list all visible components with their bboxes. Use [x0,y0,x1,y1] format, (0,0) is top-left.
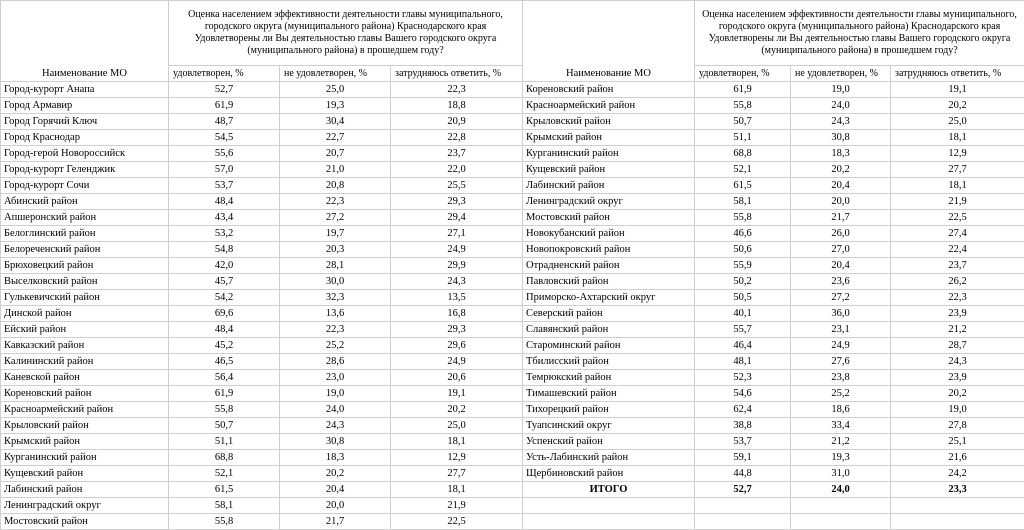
mo-name-cell: Ленинградский округ [523,194,695,210]
satisfied-cell: 48,7 [169,114,280,130]
satisfied-cell: 52,7 [169,82,280,98]
table-row [1,386,523,402]
mo-name-cell: Город-курорт Геленджик [1,162,169,178]
mo-name-cell: ИТОГО [523,482,695,498]
not-satisfied-cell: 25,2 [791,386,891,402]
mo-name-cell: Северский район [523,306,695,322]
mo-name-cell: Щербиновский район [523,466,695,482]
satisfied-cell: 48,4 [169,322,280,338]
satisfied-cell: 68,8 [695,146,791,162]
mo-name-cell: Тбилисский район [523,354,695,370]
undecided-cell: 23,7 [891,258,1024,274]
column-header-not-satisfied: не удовлетворен, % [280,66,391,82]
not-satisfied-cell: 31,0 [791,466,891,482]
undecided-cell: 23,9 [891,306,1024,322]
not-satisfied-cell: 23,6 [791,274,891,290]
satisfied-cell: 56,4 [169,370,280,386]
mo-name-cell: Гулькевичский район [1,290,169,306]
satisfied-cell: 53,7 [695,434,791,450]
table-row [1,98,523,114]
undecided-cell: 29,3 [391,322,523,338]
satisfied-cell: 55,8 [169,402,280,418]
column-header-undecided: затрудняюсь ответить, % [891,66,1024,82]
not-satisfied-cell: 25,0 [280,82,391,98]
table-row [1,258,523,274]
not-satisfied-cell: 23,0 [280,370,391,386]
table-row [1,322,523,338]
table-row [523,338,1024,354]
mo-name-cell: Славянский район [523,322,695,338]
mo-name-cell: Абинский район [1,194,169,210]
satisfied-cell: 61,9 [695,82,791,98]
table-row [523,242,1024,258]
mo-name-cell: Кореновский район [523,82,695,98]
not-satisfied-cell: 30,8 [280,434,391,450]
table-row [1,242,523,258]
empty-cell [523,514,695,530]
table-row [1,130,523,146]
satisfied-cell: 48,4 [169,194,280,210]
mo-name-cell: Город-курорт Анапа [1,82,169,98]
not-satisfied-cell: 24,0 [791,98,891,114]
satisfied-cell: 54,2 [169,290,280,306]
empty-cell [891,514,1024,530]
undecided-cell: 27,7 [391,466,523,482]
satisfied-cell: 61,5 [695,178,791,194]
table-row [1,434,523,450]
not-satisfied-cell: 30,0 [280,274,391,290]
question-header: Оценка населением эффективности деятельности главы муниципального, городского округа (муниципального района) Краснодарского края Удовлетворены ли Вы деятельностью главы Вашего городского округа (муниципального района) в прошедшем году? [695,1,1024,66]
mo-name-cell: Новопокровский район [523,242,695,258]
mo-name-cell: Курганинский район [1,450,169,466]
mo-name-cell: Мостовский район [523,210,695,226]
satisfied-cell: 55,8 [695,210,791,226]
mo-name-cell: Мостовский район [1,514,169,530]
satisfied-cell: 55,8 [695,98,791,114]
satisfied-cell: 55,7 [695,322,791,338]
undecided-cell: 19,0 [891,402,1024,418]
table-row [1,306,523,322]
not-satisfied-cell: 27,2 [791,290,891,306]
undecided-cell: 24,2 [891,466,1024,482]
mo-name-cell: Белореченский район [1,242,169,258]
not-satisfied-cell: 23,8 [791,370,891,386]
mo-name-cell: Кущевский район [1,466,169,482]
not-satisfied-cell: 20,2 [280,466,391,482]
undecided-cell: 27,1 [391,226,523,242]
table-row [1,114,523,130]
table-row [523,402,1024,418]
table-row [523,162,1024,178]
undecided-cell: 29,6 [391,338,523,354]
mo-name-cell: Темрюкский район [523,370,695,386]
satisfied-cell: 50,5 [695,290,791,306]
undecided-cell: 27,7 [891,162,1024,178]
not-satisfied-cell: 22,3 [280,322,391,338]
table-row [523,194,1024,210]
not-satisfied-cell: 19,7 [280,226,391,242]
mo-name-cell: Город Армавир [1,98,169,114]
undecided-cell: 22,5 [891,210,1024,226]
table-row [1,194,523,210]
table-row [523,370,1024,386]
mo-name-cell: Тихорецкий район [523,402,695,418]
undecided-cell: 25,0 [891,114,1024,130]
column-header-undecided: затрудняюсь ответить, % [391,66,523,82]
not-satisfied-cell: 21,7 [280,514,391,530]
satisfied-cell: 51,1 [695,130,791,146]
mo-name-cell: Отрадненский район [523,258,695,274]
table-row [1,466,523,482]
undecided-cell: 19,1 [391,386,523,402]
satisfied-cell: 52,3 [695,370,791,386]
satisfied-cell: 53,7 [169,178,280,194]
undecided-cell: 26,2 [891,274,1024,290]
table-row [1,162,523,178]
satisfied-cell: 46,4 [695,338,791,354]
mo-name-cell: Красноармейский район [523,98,695,114]
undecided-cell: 23,3 [891,482,1024,498]
satisfied-cell: 51,1 [169,434,280,450]
undecided-cell: 24,3 [891,354,1024,370]
not-satisfied-cell: 20,0 [280,498,391,514]
undecided-cell: 27,8 [891,418,1024,434]
undecided-cell: 21,9 [891,194,1024,210]
left-table-body [1,82,523,530]
not-satisfied-cell: 23,1 [791,322,891,338]
mo-name-cell: Город Краснодар [1,130,169,146]
not-satisfied-cell: 19,0 [791,82,891,98]
mo-name-cell: Белоглинский район [1,226,169,242]
satisfied-cell: 52,7 [695,482,791,498]
column-header-mo-name: Наименование МО [523,1,695,82]
undecided-cell: 22,0 [391,162,523,178]
undecided-cell: 25,1 [891,434,1024,450]
undecided-cell: 25,5 [391,178,523,194]
undecided-cell: 29,3 [391,194,523,210]
question-header: Оценка населением эффективности деятельности главы муниципального, городского округа (муниципального района) Краснодарского края Удовлетворены ли Вы деятельностью главы Вашего городского округа (муниципального района) в прошедшем году? [169,1,523,66]
undecided-cell: 23,9 [891,370,1024,386]
table-row [523,130,1024,146]
table-row [1,418,523,434]
not-satisfied-cell: 32,3 [280,290,391,306]
satisfied-cell: 45,7 [169,274,280,290]
table-row [1,402,523,418]
table-row [523,98,1024,114]
mo-name-cell: Кавказский район [1,338,169,354]
table-row [1,498,523,514]
table-row [523,322,1024,338]
table-row [1,338,523,354]
undecided-cell: 18,1 [391,434,523,450]
table-row [1,290,523,306]
not-satisfied-cell: 24,3 [791,114,891,130]
satisfied-cell: 54,5 [169,130,280,146]
satisfied-cell: 42,0 [169,258,280,274]
not-satisfied-cell: 24,0 [280,402,391,418]
mo-name-cell: Курганинский район [523,146,695,162]
table-row [1,450,523,466]
mo-name-cell: Брюховецкий район [1,258,169,274]
column-header-not-satisfied: не удовлетворен, % [791,66,891,82]
undecided-cell: 13,5 [391,290,523,306]
undecided-cell: 18,8 [391,98,523,114]
table-row [523,178,1024,194]
table-row [1,354,523,370]
satisfied-cell: 46,6 [695,226,791,242]
satisfied-cell: 68,8 [169,450,280,466]
satisfied-cell: 38,8 [695,418,791,434]
satisfied-cell: 54,6 [695,386,791,402]
mo-name-cell: Город Горячий Ключ [1,114,169,130]
mo-name-cell: Крыловский район [1,418,169,434]
not-satisfied-cell: 20,4 [791,178,891,194]
mo-name-cell: Крымский район [1,434,169,450]
undecided-cell: 18,1 [891,130,1024,146]
mo-name-cell: Ейский район [1,322,169,338]
undecided-cell: 22,3 [391,82,523,98]
table-row [523,418,1024,434]
undecided-cell: 20,2 [391,402,523,418]
undecided-cell: 24,3 [391,274,523,290]
mo-name-cell: Приморско-Ахтарский округ [523,290,695,306]
not-satisfied-cell: 30,8 [791,130,891,146]
mo-name-cell: Каневской район [1,370,169,386]
table-row [523,306,1024,322]
table-row [1,274,523,290]
satisfied-cell: 54,8 [169,242,280,258]
not-satisfied-cell: 30,4 [280,114,391,130]
mo-name-cell: Павловский район [523,274,695,290]
satisfied-cell: 45,2 [169,338,280,354]
satisfied-cell: 62,4 [695,402,791,418]
column-header-satisfied: удовлетворен, % [169,66,280,82]
column-header-mo-name: Наименование МО [1,1,169,82]
satisfied-cell: 58,1 [695,194,791,210]
undecided-cell: 24,9 [391,242,523,258]
satisfied-cell: 61,9 [169,98,280,114]
not-satisfied-cell: 20,8 [280,178,391,194]
not-satisfied-cell: 22,7 [280,130,391,146]
empty-cell [791,514,891,530]
not-satisfied-cell: 20,7 [280,146,391,162]
empty-row [523,498,1024,514]
not-satisfied-cell: 19,3 [791,450,891,466]
table-row [1,482,523,498]
undecided-cell: 12,9 [891,146,1024,162]
not-satisfied-cell: 24,3 [280,418,391,434]
undecided-cell: 18,1 [891,178,1024,194]
not-satisfied-cell: 28,1 [280,258,391,274]
satisfied-cell: 50,7 [169,418,280,434]
undecided-cell: 23,7 [391,146,523,162]
table-row [523,226,1024,242]
not-satisfied-cell: 19,3 [280,98,391,114]
not-satisfied-cell: 27,2 [280,210,391,226]
empty-cell [695,514,791,530]
undecided-cell: 20,9 [391,114,523,130]
not-satisfied-cell: 25,2 [280,338,391,354]
satisfied-cell: 40,1 [695,306,791,322]
undecided-cell: 22,3 [891,290,1024,306]
undecided-cell: 20,2 [891,386,1024,402]
satisfied-cell: 69,6 [169,306,280,322]
not-satisfied-cell: 19,0 [280,386,391,402]
satisfied-cell: 59,1 [695,450,791,466]
mo-name-cell: Город-герой Новороссийск [1,146,169,162]
undecided-cell: 22,5 [391,514,523,530]
undecided-cell: 21,6 [891,450,1024,466]
not-satisfied-cell: 21,2 [791,434,891,450]
satisfied-cell: 55,6 [169,146,280,162]
mo-name-cell: Новокубанский район [523,226,695,242]
satisfied-cell: 52,1 [695,162,791,178]
undecided-cell: 20,2 [891,98,1024,114]
undecided-cell: 28,7 [891,338,1024,354]
satisfied-cell: 55,9 [695,258,791,274]
mo-name-cell: Лабинский район [1,482,169,498]
not-satisfied-cell: 18,6 [791,402,891,418]
empty-cell [791,498,891,514]
not-satisfied-cell: 20,3 [280,242,391,258]
not-satisfied-cell: 24,0 [791,482,891,498]
undecided-cell: 21,9 [391,498,523,514]
table-row [1,210,523,226]
table-row [523,290,1024,306]
table-row [523,450,1024,466]
not-satisfied-cell: 27,6 [791,354,891,370]
undecided-cell: 12,9 [391,450,523,466]
mo-name-cell: Кущевский район [523,162,695,178]
satisfied-cell: 61,9 [169,386,280,402]
mo-name-cell: Успенский район [523,434,695,450]
table-row [1,146,523,162]
table-row [1,178,523,194]
mo-name-cell: Динской район [1,306,169,322]
undecided-cell: 22,8 [391,130,523,146]
table-row [523,258,1024,274]
right-results-table [522,0,1024,530]
mo-name-cell: Город-курорт Сочи [1,178,169,194]
right-table-body [523,82,1024,530]
mo-name-cell: Калининский район [1,354,169,370]
table-row [1,82,523,98]
not-satisfied-cell: 36,0 [791,306,891,322]
not-satisfied-cell: 26,0 [791,226,891,242]
table-row [523,114,1024,130]
not-satisfied-cell: 20,0 [791,194,891,210]
satisfied-cell: 50,6 [695,242,791,258]
table-row [523,354,1024,370]
total-row [523,482,1024,498]
satisfied-cell: 50,7 [695,114,791,130]
table-row [523,434,1024,450]
table-row [523,210,1024,226]
mo-name-cell: Лабинский район [523,178,695,194]
satisfied-cell: 44,8 [695,466,791,482]
empty-cell [523,498,695,514]
table-row [523,146,1024,162]
not-satisfied-cell: 13,6 [280,306,391,322]
undecided-cell: 20,6 [391,370,523,386]
mo-name-cell: Ленинградский округ [1,498,169,514]
mo-name-cell: Кореновский район [1,386,169,402]
undecided-cell: 16,8 [391,306,523,322]
table-row [523,466,1024,482]
not-satisfied-cell: 21,0 [280,162,391,178]
not-satisfied-cell: 27,0 [791,242,891,258]
undecided-cell: 24,9 [391,354,523,370]
table-row [523,82,1024,98]
not-satisfied-cell: 20,4 [280,482,391,498]
mo-name-cell: Усть-Лабинский район [523,450,695,466]
mo-name-cell: Выселковский район [1,274,169,290]
mo-name-cell: Апшеронский район [1,210,169,226]
not-satisfied-cell: 18,3 [791,146,891,162]
mo-name-cell: Туапсинский округ [523,418,695,434]
not-satisfied-cell: 18,3 [280,450,391,466]
empty-row [523,514,1024,530]
undecided-cell: 29,9 [391,258,523,274]
satisfied-cell: 50,2 [695,274,791,290]
table-row [523,386,1024,402]
table-row [523,274,1024,290]
not-satisfied-cell: 33,4 [791,418,891,434]
mo-name-cell: Староминский район [523,338,695,354]
not-satisfied-cell: 22,3 [280,194,391,210]
satisfied-cell: 52,1 [169,466,280,482]
satisfied-cell: 55,8 [169,514,280,530]
not-satisfied-cell: 20,2 [791,162,891,178]
table-row [1,370,523,386]
not-satisfied-cell: 24,9 [791,338,891,354]
undecided-cell: 27,4 [891,226,1024,242]
mo-name-cell: Крыловский район [523,114,695,130]
undecided-cell: 19,1 [891,82,1024,98]
not-satisfied-cell: 21,7 [791,210,891,226]
undecided-cell: 29,4 [391,210,523,226]
satisfied-cell: 61,5 [169,482,280,498]
not-satisfied-cell: 20,4 [791,258,891,274]
satisfied-cell: 48,1 [695,354,791,370]
undecided-cell: 22,4 [891,242,1024,258]
mo-name-cell: Тимашевский район [523,386,695,402]
empty-cell [891,498,1024,514]
undecided-cell: 21,2 [891,322,1024,338]
undecided-cell: 25,0 [391,418,523,434]
undecided-cell: 18,1 [391,482,523,498]
satisfied-cell: 57,0 [169,162,280,178]
satisfied-cell: 53,2 [169,226,280,242]
satisfied-cell: 58,1 [169,498,280,514]
not-satisfied-cell: 28,6 [280,354,391,370]
mo-name-cell: Крымский район [523,130,695,146]
table-row [1,514,523,530]
table-row [1,226,523,242]
satisfied-cell: 43,4 [169,210,280,226]
satisfied-cell: 46,5 [169,354,280,370]
mo-name-cell: Красноармейский район [1,402,169,418]
column-header-satisfied: удовлетворен, % [695,66,791,82]
empty-cell [695,498,791,514]
